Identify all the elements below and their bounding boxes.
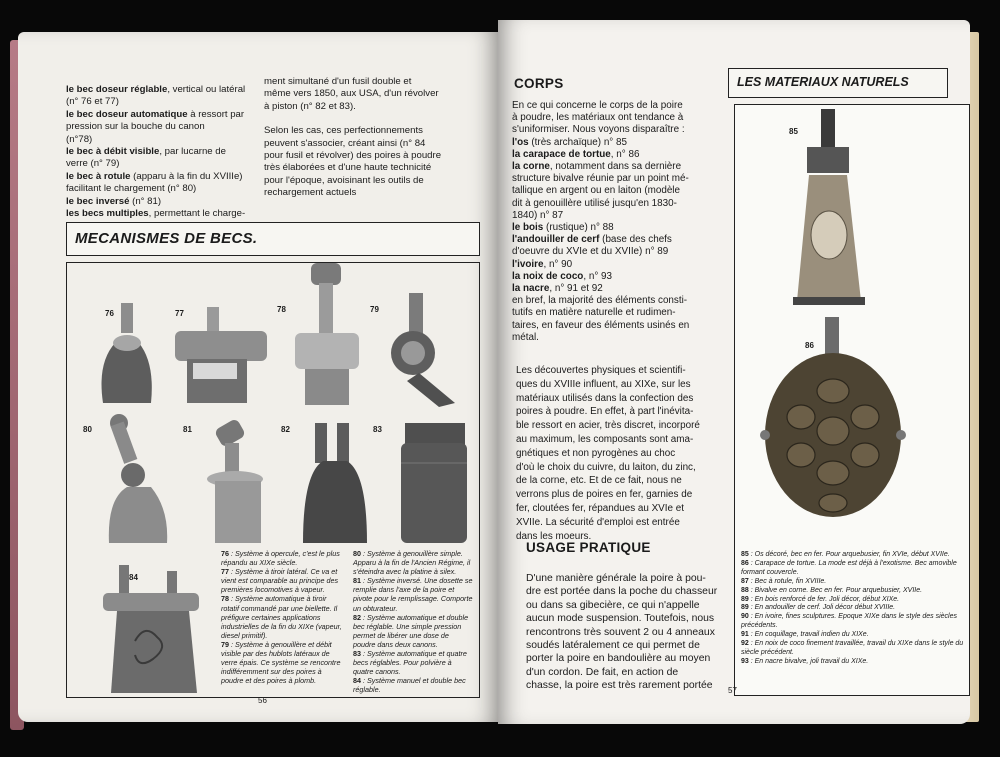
caption-number: 90 [741,613,749,621]
figure-number: 81 [183,425,192,434]
text-line: fer, cloutées fer, répandues au XVIe et [516,502,684,514]
corps-heading: CORPS [514,76,564,91]
text-line-content: tutifs en matière naturelle et rudimen- [512,307,676,319]
text-line-content: taires, en faveur des éléments usinés en [512,319,690,331]
caption-number: 85 [741,551,749,558]
text-line-content: , n° 90 [543,258,573,270]
figures-frame [66,262,480,698]
text-line [512,271,722,283]
photo-80 [109,414,167,543]
caption [353,649,473,676]
text-line [512,246,722,258]
text-line: , permettant le charge- [148,208,246,220]
term: le bec à rotule [66,170,131,182]
text-line: ment simultané d'un fusil double et [264,76,412,87]
text-line [512,283,722,295]
caption-text: : En bois renforcé de fer. Joli décor, début XIXe. [748,595,900,603]
caption-number: 93 [741,657,749,665]
text-line: d'où le choix du cuivre, du laiton, du zinc, [516,461,696,473]
text-line: même vers 1850, aux USA, d'un révolver [264,88,439,100]
text-line: XVIIe. La sécurité d'emploi est entrée [516,516,680,528]
caption-number: 83 [353,649,361,659]
photo-79 [391,293,455,407]
term: le bec doseur réglable [66,84,168,95]
text-line-content: s'uniformiser. Nous voyons disparaître : [512,124,685,136]
caption-number: 81 [353,576,361,586]
text-line-content: en bref, la majorité des éléments consti- [512,295,688,307]
materials-frame [734,104,970,696]
text-line: ble ressort en acier, très discret, incorporé [516,420,700,432]
caption [221,594,343,639]
figure-number: 78 [277,305,286,314]
text-line [512,124,722,136]
text-line-content: (très archaïque) n° 85 [528,136,627,148]
text-line: (n°78) [66,133,93,145]
text-line: chasse, la poire est très rarement portée [526,680,713,692]
text-line: facilitant le chargement (n° 80) [66,183,197,195]
term: le bec à débit visible [66,146,160,158]
caption-number: 86 [741,559,749,567]
text-line-content: structure bivalve réunie par un point mé- [512,173,689,185]
caption-text: : Système à genouillère et débit visible par des hublots latéraux de verre épais. Ce système se rencontre indifféremment sur des poires à poudre et des poires à plomb. [221,639,341,686]
text-line: , vertical ou latéral [167,84,246,95]
text-line [512,332,722,344]
text-line: à piston (n° 82 et 83). [264,100,356,112]
text-line: au maximum, les composants sont ama- [516,433,694,445]
photo-83 [401,423,467,543]
caption-number: 92 [741,640,749,648]
figure-number: 86 [805,341,814,350]
text-line: poires à poudre. En effet, à part l'inévita- [516,406,694,418]
left-page [18,32,498,722]
term: la corne [512,161,550,173]
caption-text: : Système manuel et double bec réglable. [353,676,466,695]
text-line: soudés latéralement ce qui permet de [526,640,700,652]
text-line: Les découvertes physiques et scientifi- [516,365,686,376]
corps-text [512,100,722,344]
photo-76 [102,303,152,403]
caption-text: : Système automatique à tiroir rotatif commandé par une biellette. Il préfigure certaines applications industrielles de la fin du XIXe (vapeur, diesel primitif). [221,594,342,640]
figure-number: 79 [370,305,379,314]
caption-text: : Bivalve en corne. Bec en fer. Pour arquebusier, XVIIe. [748,586,923,594]
caption-column-2 [353,549,473,695]
text-line-content: , n° 93 [583,270,612,282]
caption-number: 88 [741,586,749,594]
right-page [498,20,970,724]
text-line-content: (rustique) n° 88 [543,222,614,234]
text-line [512,222,722,234]
text-line: très élaborées et d'une haute technicité [264,162,432,174]
caption [221,567,343,594]
text-line [512,198,722,210]
caption-number: 78 [221,594,229,604]
page-number: 57 [728,686,737,695]
photo-77 [175,307,267,403]
caption [741,640,965,658]
term: le bec doseur automatique [66,108,188,120]
text-line [512,161,722,173]
figure-number: 80 [83,425,92,434]
caption-number: 87 [741,577,749,585]
caption-text: : Système automatique et quatre becs réglables. Pour polvière à quatre canons. [353,649,467,677]
caption-number: 77 [221,567,229,577]
text-line: dre est portée dans la poche du chasseur [526,586,718,598]
caption-text: : Système inversé. Une dosette se remplie dans l'axe de la poire et pivote pour le remplissage. Comporte un obturateur. [353,576,473,613]
text-line: , par lucarne de [159,146,226,158]
text-line [512,149,722,161]
usage-text [526,572,726,693]
text-line: verrons plus de poires en fer, garnies de [516,489,693,501]
caption-text: : Bec à rotule, fin XVIIIe. [748,577,827,585]
caption-number: 91 [741,631,749,639]
figure-number: 85 [789,127,798,136]
text-line: de la corne, etc. Et de ce fait, nous ne [516,475,682,487]
caption [353,613,473,649]
text-line: ques du XVIIIe influent, au XIXe, sur les [516,378,691,390]
caption-number: 79 [221,639,229,649]
text-line [512,295,722,307]
caption [741,560,965,578]
caption-text: : Os décoré, bec en fer. Pour arquebusier, fin XVIe, début XVIIe. [748,551,950,558]
caption [741,604,965,613]
materials-title-box [728,68,948,98]
text-line: pression sur la bouche du canon [66,121,205,133]
term: la carapace de tortue [512,148,611,160]
text-line [512,173,722,185]
caption-text: : Carapace de tortue. La mode est déjà à l'exotisme. Bec amovible formant couvercle. [741,559,957,576]
text-line-content: , n° 86 [610,148,640,160]
caption-text: : Système à opercule, c'est le plus répandu au XIXe siècle. [221,549,340,568]
text-line: à ressort par [187,108,245,120]
caption-number: 80 [353,549,361,558]
term: la noix de coco [512,270,584,282]
text-line: (n° 81) [129,195,162,207]
figure-number: 82 [281,425,290,434]
usage-heading: USAGE PRATIQUE [526,540,651,555]
text-line: aucun mode suspension. Toutefois, nous [526,613,715,625]
caption-text: : En coquillage, travail indien du XIXe. [748,631,869,639]
caption [353,576,473,612]
term: le bec inversé [66,195,130,207]
text-line-content: 1840) n° 87 [512,209,564,221]
text-line-content: En ce qui concerne le corps de la poire [512,100,683,111]
text-line: gnétiques et non pyrogènes au choc [516,447,676,459]
caption [221,549,343,567]
caption [741,587,965,596]
term: l'os [512,136,529,148]
left-col2-text [264,76,469,200]
caption-column-1 [221,549,343,685]
caption-number: 84 [353,676,361,686]
photo-82 [303,423,367,543]
caption-number: 89 [741,595,749,603]
left-col1-text [66,84,256,220]
caption [741,658,965,667]
text-line [512,185,722,197]
text-line [512,234,722,246]
spacer [264,113,469,125]
caption [741,578,965,587]
text-line: verre (n° 79) [66,158,120,170]
text-line: rechargement actuels [264,187,357,199]
text-line: Selon les cas, ces perfectionnements [264,125,423,137]
term: la nacre [512,283,550,295]
text-line: porter la poire en bandoulière au moyen [526,653,711,665]
figure-number: 83 [373,425,382,434]
text-line [512,307,722,319]
text-line: (n° 76 et 77) [66,96,119,108]
photo-86 [760,317,906,517]
caption-text: : En andouiller de cerf. Joli décor début XVIIIe. [748,604,896,612]
photo-78 [295,263,359,405]
term: le bois [512,222,544,234]
text-line: ou dans sa gibecière, ce qui n'appelle [526,599,700,611]
photo-85 [793,109,865,305]
caption [741,613,965,631]
term: les becs multiples [66,208,149,220]
page-number: 56 [258,696,267,705]
text-line: rencontrons très souvent 2 ou 4 anneaux [526,626,715,638]
caption [741,631,965,640]
caption [353,676,473,694]
materials-captions [741,551,965,667]
caption-number: 89 [741,604,749,612]
text-line-content: (base des chefs [599,234,672,246]
text-line-content: tallique en argent ou en laiton (modèle [512,185,680,197]
term: l'andouiller de cerf [512,234,600,246]
text-line: D'une manière générale la poire à pou- [526,573,706,584]
text-line [512,137,722,149]
text-line: peuvent s'associer, créant ainsi (n° 84 [264,137,426,149]
text-line: dans les moeurs. [516,530,592,542]
text-line [512,259,722,271]
text-line-content: dit à genouillère utilisé jusqu'en 1830- [512,197,677,209]
text-line [512,112,722,124]
caption [741,551,965,560]
text-line-content: , notamment dans sa dernière [549,161,682,173]
text-line [512,210,722,222]
caption-text: : Système à genouillère simple. Apparu à la fin de l'Ancien Régime, il s'éteindra avec la platine à silex. [353,549,471,577]
figure-number: 77 [175,309,184,318]
caption-text: : Système automatique et double bec réglable. Une simple pression permet de libérer une dose de poudre dans deux canons. [353,612,469,649]
caption [353,549,473,576]
figure-number: 84 [129,573,138,582]
text-line [512,100,722,112]
materials-title: LES MATERIAUX NATURELS [737,75,909,89]
caption-number: 82 [353,612,361,622]
text-line-content: , n° 91 et 92 [549,283,603,295]
text-line: (apparu à la fin du XVIIIe) [130,170,243,182]
text-line [512,320,722,332]
caption-text: : En noix de coco finement travaillée, travail du XIXe dans le style du siècle précédent. [741,640,964,656]
caption [221,640,343,685]
caption-text: : Système à tiroir latéral. Ce va et vient est comparable au principe des premières locomotives à vapeur. [221,567,339,595]
text-line-content: à poudre, les matériaux ont tendance à [512,112,684,124]
text-line: d'un cordon. De fait, en action de [526,666,679,678]
section-title-box [66,222,480,256]
photo-84 [103,565,199,693]
text-line-content: métal. [512,331,539,343]
section-title: MECANISMES DE BECS. [75,230,258,247]
text-line: matériaux utilisés dans la confection des [516,392,694,404]
text-line-content: d'oeuvre du XVIe et du XVIIe) n° 89 [512,246,669,258]
text-line: pour fusil et révolver) des poires à poudre [264,150,442,162]
term: l'ivoire [512,258,544,270]
figure-number: 76 [105,309,114,318]
discoveries-text [516,364,721,543]
caption-text: : En ivoire, fines sculptures. Epoque XIXe dans le style des siècles précédents. [741,613,957,630]
photo-81 [207,418,263,543]
text-line: pour l'époque, avoisinant les outils de [264,174,424,186]
caption-text: : En nacre bivalve, joli travail du XIXe. [748,657,869,665]
caption [741,596,965,605]
caption-number: 76 [221,549,229,558]
